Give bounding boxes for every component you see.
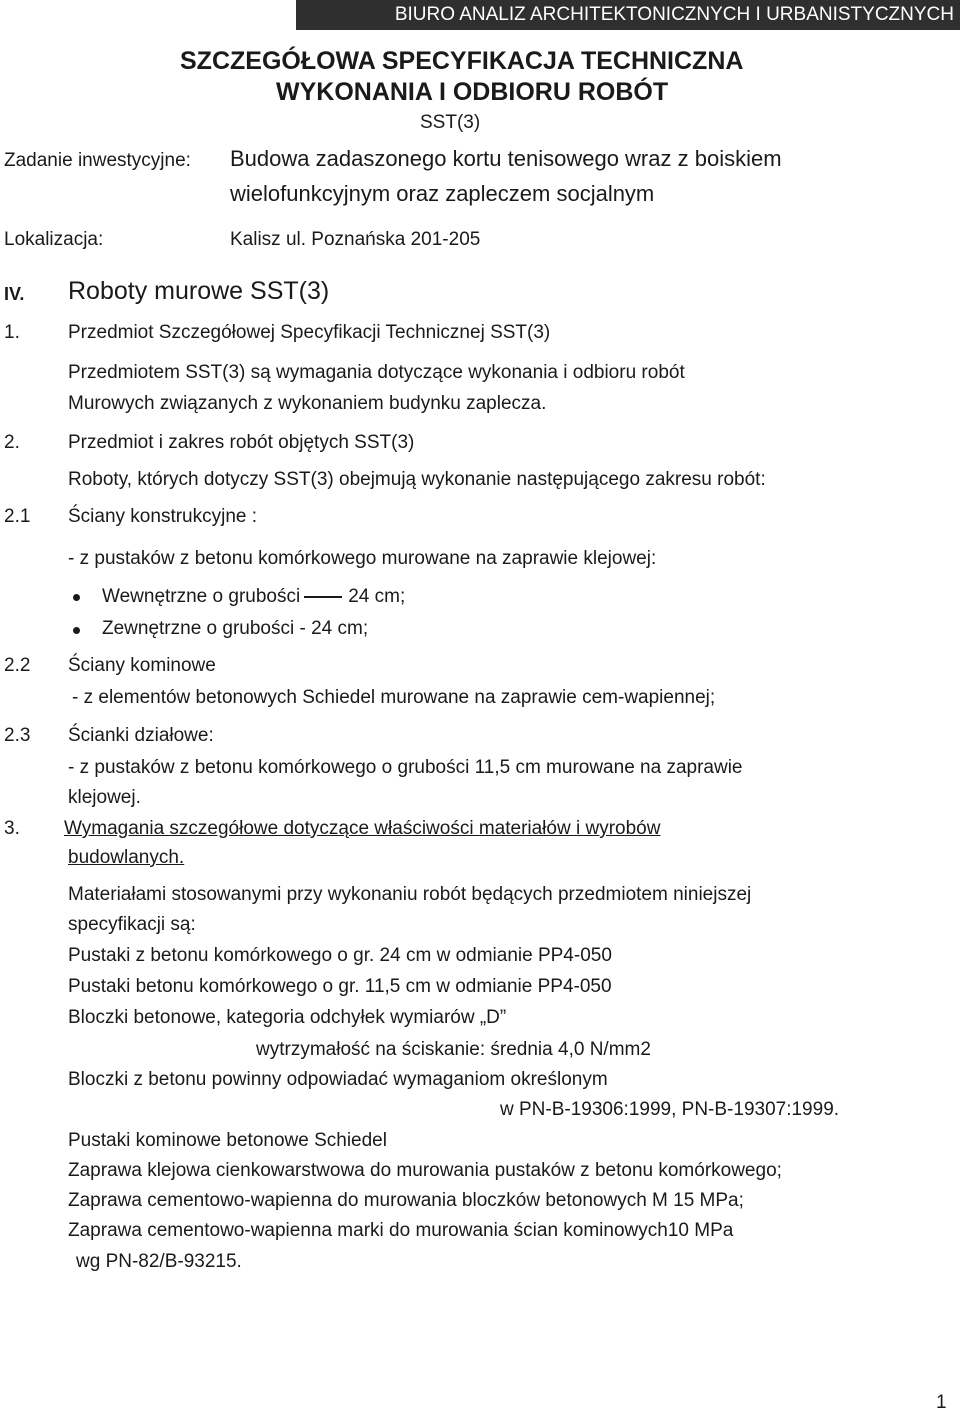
sec21-bullet1-value: 24 cm; [348,586,406,607]
sec23-number: 2.3 [4,725,31,746]
sec21-bullet2: Zewnętrzne o grubości - 24 cm; [102,618,369,639]
sec21-body: - z pustaków z betonu komórkowego murowane na zaprawie klejowej: [68,548,657,569]
sec2-heading: Przedmiot i zakres robót objętych SST(3) [68,432,415,453]
material-item: Zaprawa cementowo-wapienna marki do murowania ścian kominowych10 MPa [68,1220,734,1241]
dash-icon [304,596,342,598]
sec1-body-line2: Murowych związanych z wykonaniem budynku zaplecza. [68,393,547,414]
sec2-number: 2. [4,432,20,453]
page-number: 1 [936,1392,947,1413]
sec3-intro-line2: specyfikacji są: [68,914,196,935]
task-value-line1: Budowa zadaszonego kortu tenisowego wraz z boiskiem [230,146,782,171]
sec1-number: 1. [4,322,20,343]
material-item: Pustaki betonu komórkowego o gr. 11,5 cm w odmianie PP4-050 [68,976,612,997]
sec22-number: 2.2 [4,655,31,676]
material-item: Pustaki kominowe betonowe Schiedel [68,1130,387,1151]
material-item: wg PN-82/B-93215. [76,1251,242,1272]
sec21-number: 2.1 [4,506,31,527]
sec23-body-line2: klejowej. [68,787,141,808]
task-label: Zadanie inwestycyjne: [4,150,191,171]
sec23-body-line1: - z pustaków z betonu komórkowego o grubości 11,5 cm murowane na zaprawie [68,757,743,778]
doc-title-line2: WYKONANIA I ODBIORU ROBÓT [276,78,669,106]
sec23-heading: Ścianki działowe: [68,725,214,746]
material-item: Bloczki z betonu powinny odpowiadać wymaganiom określonym [68,1069,608,1090]
sec21-bullet1-label: Wewnętrzne o grubości [102,586,301,607]
sec22-body: - z elementów betonowych Schiedel murowane na zaprawie cem-wapiennej; [72,687,716,708]
sec22-heading: Ściany kominowe [68,655,216,676]
sec1-body-line1: Przedmiotem SST(3) są wymagania dotyczące wykonania i odbioru robót [68,362,685,383]
doc-code: SST(3) [420,112,481,133]
sec3-number: 3. [4,818,20,839]
material-item: w PN-B-19306:1999, PN-B-19307:1999. [500,1099,840,1120]
sec21-heading: Ściany konstrukcyjne : [68,506,258,527]
sec3-intro-line1: Materiałami stosowanymi przy wykonaniu robót będących przedmiotem niniejszej [68,884,752,905]
chapter-number: IV. [4,284,25,304]
location-label: Lokalizacja: [4,229,104,250]
material-item: Pustaki z betonu komórkowego o gr. 24 cm w odmianie PP4-050 [68,945,612,966]
sec3-heading-line1: Wymagania szczegółowe dotyczące właściwości materiałów i wyrobów [64,818,661,839]
location-value: Kalisz ul. Poznańska 201-205 [230,229,481,250]
material-item: Zaprawa cementowo-wapienna do murowania bloczków betonowych M 15 MPa; [68,1190,744,1211]
office-header: BIURO ANALIZ ARCHITEKTONICZNYCH I URBANISTYCZNYCH [296,0,960,30]
sec21-bullet1 [102,586,405,608]
sec3-heading-line2: budowlanych. [68,847,185,868]
bullet-icon [73,627,80,634]
material-item: Bloczki betonowe, kategoria odchyłek wymiarów „D” [68,1007,507,1028]
task-value-line2: wielofunkcyjnym oraz zapleczem socjalnym [230,181,655,206]
doc-title-line1: SZCZEGÓŁOWA SPECYFIKACJA TECHNICZNA [180,47,744,75]
sec1-heading: Przedmiot Szczegółowej Specyfikacji Technicznej SST(3) [68,322,551,343]
chapter-title: Roboty murowe SST(3) [68,277,330,305]
material-item: wytrzymałość na ściskanie: średnia 4,0 N/mm2 [256,1039,651,1060]
material-item: Zaprawa klejowa cienkowarstwowa do murowania pustaków z betonu komórkowego; [68,1160,782,1181]
sec2-body: Roboty, których dotyczy SST(3) obejmują wykonanie następującego zakresu robót: [68,469,766,490]
bullet-icon [73,594,80,601]
